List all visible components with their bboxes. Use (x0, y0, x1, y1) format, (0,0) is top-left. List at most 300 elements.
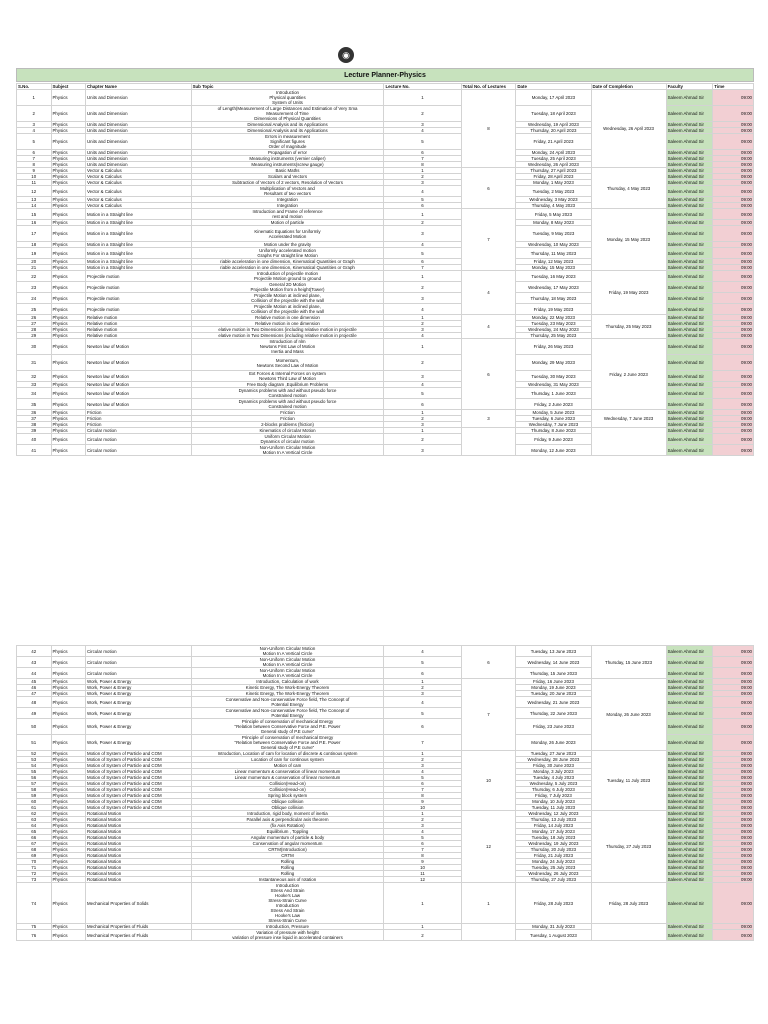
subject-cell: Physics (51, 787, 86, 793)
faculty-cell: Saleem Ahmad Sir (666, 883, 713, 924)
subject-cell: Physics (51, 180, 86, 186)
subject-cell: Physics (51, 315, 86, 321)
chapter-name: Motion of System of Particle and COM (86, 793, 192, 799)
chapter-name: Circular motion (86, 668, 192, 679)
subject-cell: Physics (51, 805, 86, 811)
subject-cell: Physics (51, 735, 86, 751)
subject-cell: Physics (51, 823, 86, 829)
lecture-number: 4 (384, 128, 461, 134)
sub-topic: Introduction Physical quantities System of Units (191, 90, 384, 106)
lecture-date: Friday, 19 May 2023 (516, 304, 591, 315)
lecture-number: 3 (384, 180, 461, 186)
lecture-date: Tuesday, 4 July 2023 (516, 775, 591, 781)
faculty-cell: Saleem Ahmad Sir (666, 90, 713, 106)
column-header: S.No. (17, 84, 52, 90)
chapter-name: Units and Dimension (86, 162, 192, 168)
lecture-number: 5 (384, 134, 461, 150)
lecture-number: 2 (384, 757, 461, 763)
faculty-cell: Saleem Ahmad Sir (666, 823, 713, 829)
faculty-cell: Saleem Ahmad Sir (666, 865, 713, 871)
lecture-date: Tuesday, 6 June 2023 (516, 416, 591, 422)
lecture-date: Thursday, 6 July 2023 (516, 787, 591, 793)
completion-date: Thursday, 25 May 2023 (591, 315, 666, 339)
serial-number: 61 (17, 805, 52, 811)
time-cell: 09:00 (713, 434, 754, 445)
faculty-cell: Saleem Ahmad Sir (666, 859, 713, 865)
sub-topic: Dynamics problems with and without pseudo force Constrained motion (191, 399, 384, 410)
time-cell: 09:00 (713, 168, 754, 174)
lecture-date: Wednesday, 7 June 2023 (516, 422, 591, 428)
column-header: Chapter Name (86, 84, 192, 90)
subject-cell: Physics (51, 445, 86, 456)
table-row (17, 883, 754, 924)
sub-topic: Kinematics of circular Motion (191, 428, 384, 434)
faculty-cell: Saleem Ahmad Sir (666, 793, 713, 799)
sub-topic: Angular momentum of particle & body (191, 835, 384, 841)
lecture-date: Friday, 21 July 2023 (516, 853, 591, 859)
faculty-cell: Saleem Ahmad Sir (666, 646, 713, 657)
time-cell: 09:00 (713, 757, 754, 763)
serial-number: 7 (17, 156, 52, 162)
serial-number: 31 (17, 355, 52, 371)
serial-number: 40 (17, 434, 52, 445)
sub-topic: Dynamics problems with and without pseudo force Constrained motion (191, 388, 384, 399)
subject-cell: Physics (51, 751, 86, 757)
sub-topic: Oblique collision (191, 799, 384, 805)
table-row (17, 90, 754, 106)
time-cell: 09:00 (713, 853, 754, 859)
faculty-cell: Saleem Ahmad Sir (666, 197, 713, 203)
subject-cell: Physics (51, 162, 86, 168)
sub-topic: Dimensional Analysis and its Applications (191, 122, 384, 128)
lecture-number: 7 (384, 787, 461, 793)
faculty-cell: Saleem Ahmad Sir (666, 775, 713, 781)
chapter-name: Projectile motion (86, 293, 192, 304)
total-lectures (461, 924, 516, 941)
chapter-name: Work, Power & Energy (86, 735, 192, 751)
sub-topic: Collision(Head-on) (191, 787, 384, 793)
chapter-name: Relative motion (86, 315, 192, 321)
lecture-number: 3 (384, 445, 461, 456)
time-cell: 09:00 (713, 793, 754, 799)
faculty-cell: Saleem Ahmad Sir (666, 128, 713, 134)
sub-topic: Introduction, Calculation of work (191, 679, 384, 685)
chapter-name: Work, Power & Energy (86, 697, 192, 708)
lecture-date: Monday, 19 June 2023 (516, 685, 591, 691)
subject-cell: Physics (51, 371, 86, 382)
faculty-cell: Saleem Ahmad Sir (666, 735, 713, 751)
lecture-number: 2 (384, 685, 461, 691)
time-cell: 09:00 (713, 751, 754, 757)
time-cell: 09:00 (713, 719, 754, 735)
lecture-number: 6 (384, 150, 461, 156)
lecture-date: Monday, 26 June 2023 (516, 735, 591, 751)
chapter-name: Motion in a Straight line (86, 226, 192, 242)
subject-cell: Physics (51, 871, 86, 877)
serial-number: 58 (17, 787, 52, 793)
sub-topic: Introduction, rigid body, moment of inertia (191, 811, 384, 817)
sub-topic: elative motion in Two Dimensions (including relative motion in projectile (191, 327, 384, 333)
serial-number: 55 (17, 769, 52, 775)
serial-number: 24 (17, 293, 52, 304)
lecture-date: Friday, 7 July 2023 (516, 793, 591, 799)
lecture-date: Friday, 9 June 2023 (516, 434, 591, 445)
serial-number: 29 (17, 333, 52, 339)
serial-number: 3 (17, 122, 52, 128)
lecture-number: 6 (384, 259, 461, 265)
lecture-number: 2 (384, 321, 461, 327)
lecture-number: 4 (384, 769, 461, 775)
column-header: Subject (51, 84, 86, 90)
total-lectures: 1 (461, 883, 516, 924)
subject-cell: Physics (51, 799, 86, 805)
sub-topic: Non-Uniform Circular Motion Motion In A Vertical Circle (191, 657, 384, 668)
faculty-cell: Saleem Ahmad Sir (666, 156, 713, 162)
time-cell: 09:00 (713, 787, 754, 793)
chapter-name: Rotational Motion (86, 811, 192, 817)
completion-date: Monday, 26 June 2023 (591, 679, 666, 751)
faculty-cell: Saleem Ahmad Sir (666, 817, 713, 823)
lecture-number: 1 (384, 90, 461, 106)
serial-number: 19 (17, 248, 52, 259)
subject-cell: Physics (51, 293, 86, 304)
serial-number: 64 (17, 823, 52, 829)
chapter-name: Work, Power & Energy (86, 719, 192, 735)
serial-number: 15 (17, 209, 52, 220)
lecture-number: 3 (384, 422, 461, 428)
faculty-cell: Saleem Ahmad Sir (666, 763, 713, 769)
chapter-name: Relative motion (86, 327, 192, 333)
time-cell: 09:00 (713, 226, 754, 242)
lecture-number: 11 (384, 871, 461, 877)
faculty-cell: Saleem Ahmad Sir (666, 685, 713, 691)
total-lectures: 6 (461, 646, 516, 679)
lecture-number: 1 (384, 209, 461, 220)
serial-number: 35 (17, 399, 52, 410)
lecture-number: 7 (384, 265, 461, 271)
total-lectures: 7 (461, 209, 516, 271)
chapter-name: Friction (86, 422, 192, 428)
lecture-date: Tuesday, 20 June 2023 (516, 691, 591, 697)
completion-date: Thursday, 4 May 2023 (591, 168, 666, 209)
time-cell: 09:00 (713, 209, 754, 220)
serial-number: 54 (17, 763, 52, 769)
faculty-cell: Saleem Ahmad Sir (666, 327, 713, 333)
column-header: Total No. of Lectures (461, 84, 516, 90)
lecture-date: Friday, 23 June 2023 (516, 719, 591, 735)
time-cell: 09:00 (713, 293, 754, 304)
subject-cell: Physics (51, 877, 86, 883)
faculty-cell: Saleem Ahmad Sir (666, 787, 713, 793)
chapter-name: Units and Dimension (86, 106, 192, 122)
time-cell: 09:00 (713, 823, 754, 829)
lecture-date: Tuesday, 18 April 2023 (516, 106, 591, 122)
faculty-cell: Saleem Ahmad Sir (666, 180, 713, 186)
chapter-name: Motion of System of Particle and COM (86, 781, 192, 787)
time-cell: 09:00 (713, 685, 754, 691)
subject-cell: Physics (51, 333, 86, 339)
serial-number: 53 (17, 757, 52, 763)
serial-number: 2 (17, 106, 52, 122)
subject-cell: Physics (51, 646, 86, 657)
sub-topic: Basic Maths (191, 168, 384, 174)
lecture-number: 3 (384, 122, 461, 128)
faculty-cell: Saleem Ahmad Sir (666, 877, 713, 883)
faculty-cell: Saleem Ahmad Sir (666, 186, 713, 197)
sub-topic: Collision(Head-on) (191, 781, 384, 787)
chapter-name: Rotational Motion (86, 853, 192, 859)
subject-cell: Physics (51, 697, 86, 708)
lecture-date: Monday, 24 July 2023 (516, 859, 591, 865)
chapter-name: Motion of System of Particle and COM (86, 775, 192, 781)
lecture-date: Tuesday, 2 May 2023 (516, 186, 591, 197)
faculty-cell: Saleem Ahmad Sir (666, 220, 713, 226)
time-cell: 09:00 (713, 859, 754, 865)
chapter-name: Motion in a Straight line (86, 242, 192, 248)
faculty-cell: Saleem Ahmad Sir (666, 871, 713, 877)
time-cell: 09:00 (713, 735, 754, 751)
sub-topic: 2-blocks problems (friction) (191, 422, 384, 428)
lecture-date: Thursday, 4 May 2023 (516, 203, 591, 209)
serial-number: 21 (17, 265, 52, 271)
total-lectures: 3 (461, 410, 516, 428)
lecture-date: Thursday, 20 April 2023 (516, 128, 591, 134)
serial-number: 72 (17, 871, 52, 877)
time-cell: 09:00 (713, 924, 754, 930)
total-lectures: 4 (461, 271, 516, 315)
time-cell: 09:00 (713, 708, 754, 719)
chapter-name: Units and Dimension (86, 122, 192, 128)
lecture-date: Friday, 12 May 2023 (516, 259, 591, 265)
lecture-number: 2 (384, 174, 461, 180)
faculty-cell: Saleem Ahmad Sir (666, 226, 713, 242)
faculty-cell: Saleem Ahmad Sir (666, 203, 713, 209)
completion-date: Friday, 2 June 2023 (591, 339, 666, 410)
lecture-date: Tuesday, 18 July 2023 (516, 835, 591, 841)
lecture-number: 6 (384, 781, 461, 787)
sub-topic: Introduction, Pressure (191, 924, 384, 930)
time-cell: 09:00 (713, 668, 754, 679)
faculty-cell: Saleem Ahmad Sir (666, 259, 713, 265)
time-cell: 09:00 (713, 382, 754, 388)
lecture-date: Monday, 8 May 2023 (516, 220, 591, 226)
time-cell: 09:00 (713, 174, 754, 180)
subject-cell: Physics (51, 793, 86, 799)
chapter-name: Rotational Motion (86, 847, 192, 853)
serial-number: 23 (17, 282, 52, 293)
subject-cell: Physics (51, 811, 86, 817)
sub-topic: Multiplication of Vectors and Resultant of two vectors (191, 186, 384, 197)
subject-cell: Physics (51, 668, 86, 679)
subject-cell: Physics (51, 327, 86, 333)
serial-number: 18 (17, 242, 52, 248)
faculty-cell: Saleem Ahmad Sir (666, 410, 713, 416)
serial-number: 30 (17, 339, 52, 355)
sub-topic: Linear momentum & conservation of linear momentum (191, 775, 384, 781)
sub-topic: Introduction, Location of cam for location of discrete & continous system (191, 751, 384, 757)
serial-number: 76 (17, 930, 52, 941)
lecture-date: Wednesday, 5 July 2023 (516, 781, 591, 787)
time-cell: 09:00 (713, 106, 754, 122)
sub-topic: Relative motion in one dimension (191, 321, 384, 327)
faculty-cell: Saleem Ahmad Sir (666, 293, 713, 304)
serial-number: 37 (17, 416, 52, 422)
page-title: Lecture Planner-Physics (16, 68, 754, 82)
subject-cell: Physics (51, 382, 86, 388)
time-cell: 09:00 (713, 355, 754, 371)
serial-number: 6 (17, 150, 52, 156)
sub-topic: Non-Uniform Circular Motion Motion In A Vertical Circle (191, 445, 384, 456)
chapter-name: Motion of System of Particle and COM (86, 799, 192, 805)
subject-cell: Physics (51, 679, 86, 685)
sub-topic: Oblique collision (191, 805, 384, 811)
serial-number: 28 (17, 327, 52, 333)
lecture-number: 4 (384, 333, 461, 339)
completion-date: Wednesday, 26 April 2023 (591, 90, 666, 168)
lecture-date: Tuesday, 13 June 2023 (516, 646, 591, 657)
completion-date: Thursday, 27 July 2023 (591, 811, 666, 883)
chapter-name: Rotational Motion (86, 877, 192, 883)
lecture-date: Thursday, 15 June 2023 (516, 668, 591, 679)
sub-topic: Errors in measurement Significant figures Order of magnitude (191, 134, 384, 150)
subject-cell: Physics (51, 226, 86, 242)
lecture-date: Friday, 2 June 2023 (516, 399, 591, 410)
serial-number: 17 (17, 226, 52, 242)
lecture-number: 2 (384, 355, 461, 371)
subject-cell: Physics (51, 271, 86, 282)
faculty-cell: Saleem Ahmad Sir (666, 168, 713, 174)
lecture-number: 1 (384, 811, 461, 817)
time-cell: 09:00 (713, 416, 754, 422)
time-cell: 09:00 (713, 197, 754, 203)
time-cell: 09:00 (713, 134, 754, 150)
lecture-date: Friday, 5 May 2023 (516, 209, 591, 220)
chapter-name: Friction (86, 410, 192, 416)
subject-cell: Physics (51, 847, 86, 853)
time-cell: 09:00 (713, 248, 754, 259)
chapter-name: Relative motion (86, 321, 192, 327)
lecture-number: 1 (384, 168, 461, 174)
serial-number: 8 (17, 162, 52, 168)
lecture-number: 4 (384, 829, 461, 835)
faculty-cell: Saleem Ahmad Sir (666, 422, 713, 428)
serial-number: 9 (17, 168, 52, 174)
sub-topic: Motion of cam (191, 763, 384, 769)
faculty-cell: Saleem Ahmad Sir (666, 930, 713, 941)
sub-topic: Propagation of error (191, 150, 384, 156)
chapter-name: Rotational Motion (86, 841, 192, 847)
lecture-number: 2 (384, 220, 461, 226)
sub-topic: Parallel axis & perpendicular axis theorem (191, 817, 384, 823)
lecture-date: Wednesday, 26 April 2023 (516, 162, 591, 168)
lecture-date: Monday, 5 June 2023 (516, 410, 591, 416)
lecture-number: 9 (384, 799, 461, 805)
subject-cell: Physics (51, 428, 86, 434)
sub-topic: Uniform Circular Motion Dynamics of circular motion (191, 434, 384, 445)
lecture-date: Tuesday, 30 May 2023 (516, 371, 591, 382)
serial-number: 1 (17, 90, 52, 106)
chapter-name: Work, Power & Energy (86, 691, 192, 697)
subject-cell: Physics (51, 410, 86, 416)
sub-topic: Ext Forces & Internal Forces on system Newtons Third Law of Motion (191, 371, 384, 382)
lecture-date: Monday, 12 June 2023 (516, 445, 591, 456)
time-cell: 09:00 (713, 865, 754, 871)
lecture-date: Thursday, 20 July 2023 (516, 847, 591, 853)
subject-cell: Physics (51, 156, 86, 162)
serial-number: 25 (17, 304, 52, 315)
subject-cell: Physics (51, 248, 86, 259)
subject-cell: Physics (51, 355, 86, 371)
sub-topic: Introduction of nlm Newtons First Law of Motion Inertia and Mass (191, 339, 384, 355)
lecture-date: Friday, 14 July 2023 (516, 823, 591, 829)
subject-cell: Physics (51, 106, 86, 122)
lecture-number: 5 (384, 708, 461, 719)
sub-topic: Location of cam for continous system (191, 757, 384, 763)
chapter-name: Motion of System of Particle and COM (86, 787, 192, 793)
serial-number: 41 (17, 445, 52, 456)
column-header: Date (516, 84, 591, 90)
sub-topic: Rolling (191, 871, 384, 877)
sub-topic: Projectile Motion at inclined plane, Collision of the projectile with the wall (191, 304, 384, 315)
time-cell: 09:00 (713, 799, 754, 805)
chapter-name: Mechanical Properties of Fluids (86, 930, 192, 941)
completion-date: Wednesday, 7 June 2023 (591, 410, 666, 428)
time-cell: 09:00 (713, 162, 754, 168)
lecture-number: 10 (384, 805, 461, 811)
subject-cell: Physics (51, 242, 86, 248)
sub-topic: Spring block system (191, 793, 384, 799)
faculty-cell: Saleem Ahmad Sir (666, 106, 713, 122)
chapter-name: Units and Dimension (86, 128, 192, 134)
chapter-name: Rotational Motion (86, 835, 192, 841)
lecture-number: 6 (384, 399, 461, 410)
subject-cell: Physics (51, 321, 86, 327)
time-cell: 09:00 (713, 327, 754, 333)
subject-cell: Physics (51, 168, 86, 174)
time-cell: 09:00 (713, 321, 754, 327)
lecture-number: 5 (384, 248, 461, 259)
subject-cell: Physics (51, 259, 86, 265)
faculty-cell: Saleem Ahmad Sir (666, 769, 713, 775)
chapter-name: Circular motion (86, 657, 192, 668)
chapter-name: Units and Dimension (86, 134, 192, 150)
lecture-number: 5 (384, 775, 461, 781)
table-row (17, 271, 754, 282)
lecture-date: Thursday, 13 July 2023 (516, 817, 591, 823)
subject-cell: Physics (51, 817, 86, 823)
serial-number: 16 (17, 220, 52, 226)
faculty-cell: Saleem Ahmad Sir (666, 321, 713, 327)
faculty-cell: Saleem Ahmad Sir (666, 829, 713, 835)
time-cell: 09:00 (713, 304, 754, 315)
faculty-cell: Saleem Ahmad Sir (666, 248, 713, 259)
subject-cell: Physics (51, 388, 86, 399)
chapter-name: Circular motion (86, 646, 192, 657)
column-header: Date of Completion (591, 84, 666, 90)
sub-topic: Instantaneous axis of rotation (191, 877, 384, 883)
chapter-name: Motion in a Straight line (86, 259, 192, 265)
total-lectures: 6 (461, 339, 516, 410)
sub-topic: General 2D Motion Projectile Motion from a height(Tower) (191, 282, 384, 293)
subject-cell: Physics (51, 197, 86, 203)
subject-cell: Physics (51, 416, 86, 422)
sub-topic: (fix Axis Rotation) (191, 823, 384, 829)
serial-number: 42 (17, 646, 52, 657)
chapter-name: Vector & Calculus (86, 203, 192, 209)
lecture-number: 2 (384, 106, 461, 122)
completion-date: Friday, 28 July 2023 (591, 883, 666, 924)
serial-number: 51 (17, 735, 52, 751)
